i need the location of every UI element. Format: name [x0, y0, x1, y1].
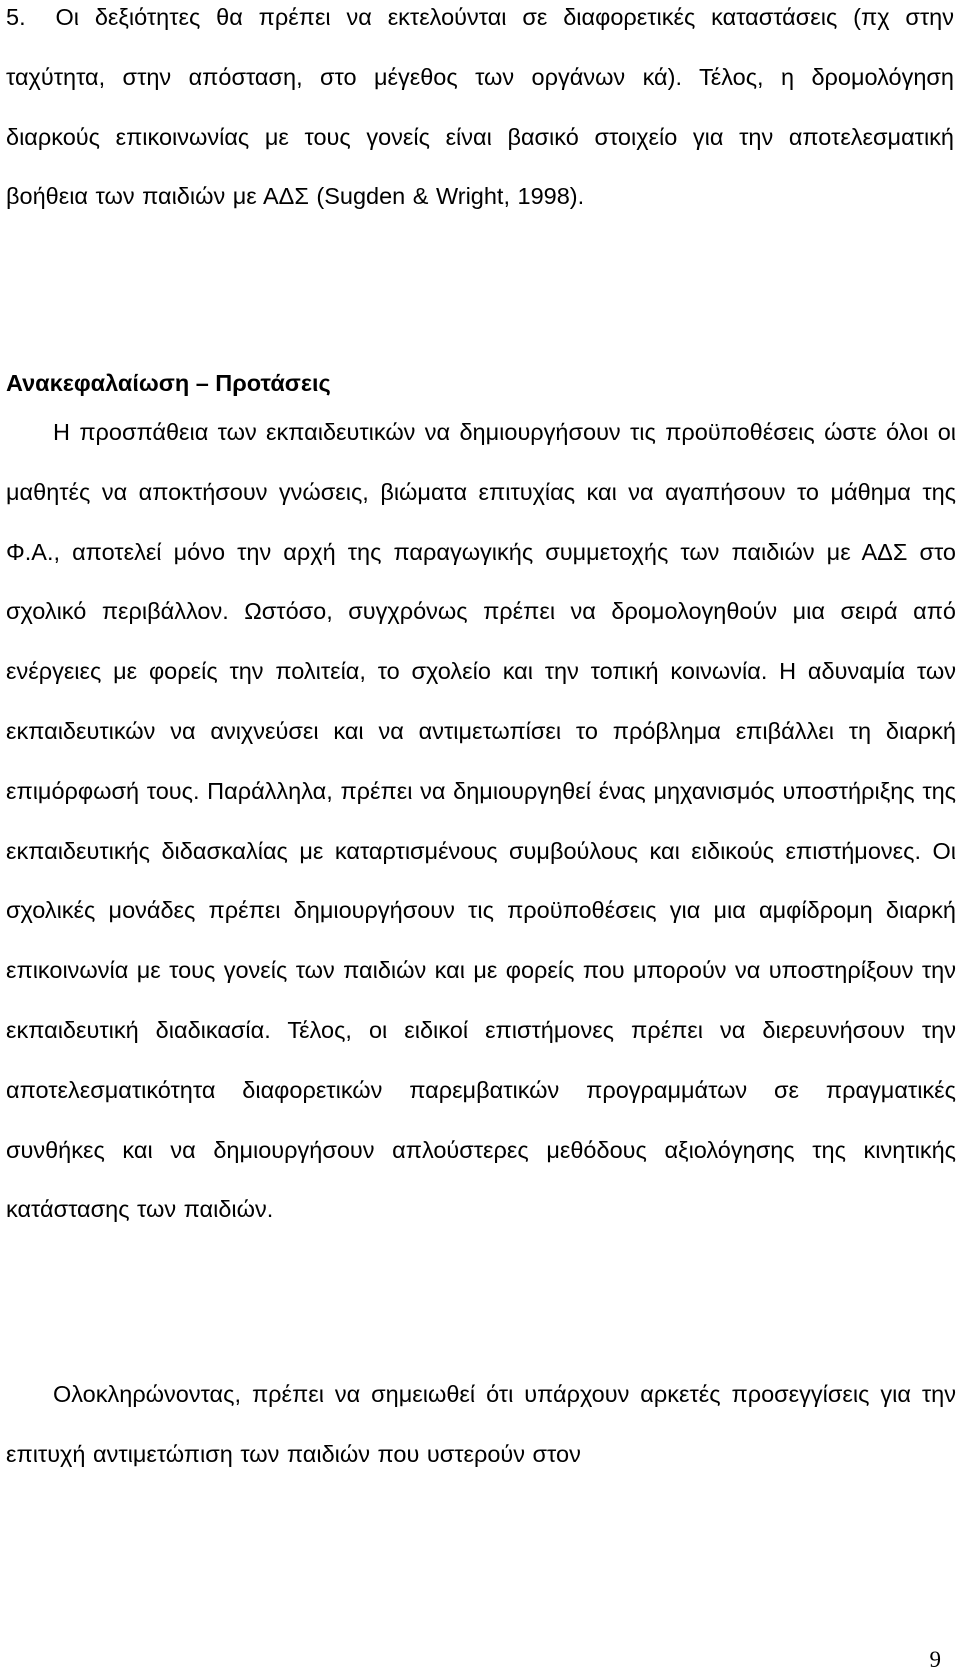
body-paragraph: Η προσπάθεια των εκπαιδευτικών να δημιουργήσουν τις προϋποθέσεις ώστε όλοι οι μαθητές να αποκτήσουν γνώσεις, βιώματα επιτυχίας και να αγαπήσουν το μάθημα της Φ.Α., αποτελεί μόνο την αρχή της παραγωγικής συμμετοχής των παιδιών με ΑΔΣ στο σχολικό περιβάλλον. Ωστόσο, συγχρόνως πρέπει να δρομολογηθούν μια σειρά από ενέργειες με φορείς την πολιτεία, το σχολείο και την τοπική κοινωνία. Η αδυναμία των εκπαιδευτικών να ανιχνεύσει και να αντιμετωπίσει το πρόβλημα επιβάλλει τη διαρκή επιμόρφωσή τους. Παράλληλα, πρέπει να δημιουργηθεί ένας μηχανισμός υποστήριξης της εκπαιδευτικής διδασκαλίας με καταρτισμένους συμβούλους και ειδικούς επιστήμονες. Οι σχολικές μονάδες πρέπει δημιουργήσουν τις προϋποθέσεις για μια αμφίδρομη διαρκή επικοινωνία με τους γονείς των παιδιών και με φορείς που μπορούν να υποστηρίξουν την εκπαιδευτική διαδικασία. Τέλος, οι ειδικοί επιστήμονες πρέπει να διερευνήσουν την αποτελεσματικότητα διαφορετικών παρεμβατικών προγραμμάτων σε πραγματικές συνθήκες και να δημιουργήσουν απλούστερες μεθόδους αξιολόγησης της κινητικής κατάστασης των παιδιών. [6, 419, 956, 1223]
list-item-text: Οι δεξιότητες θα πρέπει να εκτελούνται σε διαφορετικές καταστάσεις (πχ στην ταχύτητα, στην απόσταση, στο μέγεθος των οργάνων κά). Τέλος, η δρομολόγηση διαρκούς επικοινωνίας με τους γονείς είναι βασικό στοιχείο για την αποτελεσματική βοήθεια των παιδιών με ΑΔΣ (Sugden & Wright, 1998). [6, 4, 954, 210]
list-item-5 [6, 0, 954, 227]
body-paragraph-continued: Ολοκληρώνοντας, πρέπει να σημειωθεί ότι υπάρχουν αρκετές προσεγγίσεις για την επιτυχή αντιμετώπιση των παιδιών που υστερούν στον [6, 1381, 956, 1467]
section-heading: Ανακεφαλαίωση – Προτάσεις [6, 370, 331, 396]
list-item-number: 5. [6, 4, 26, 30]
page-number: 9 [929, 1647, 941, 1672]
